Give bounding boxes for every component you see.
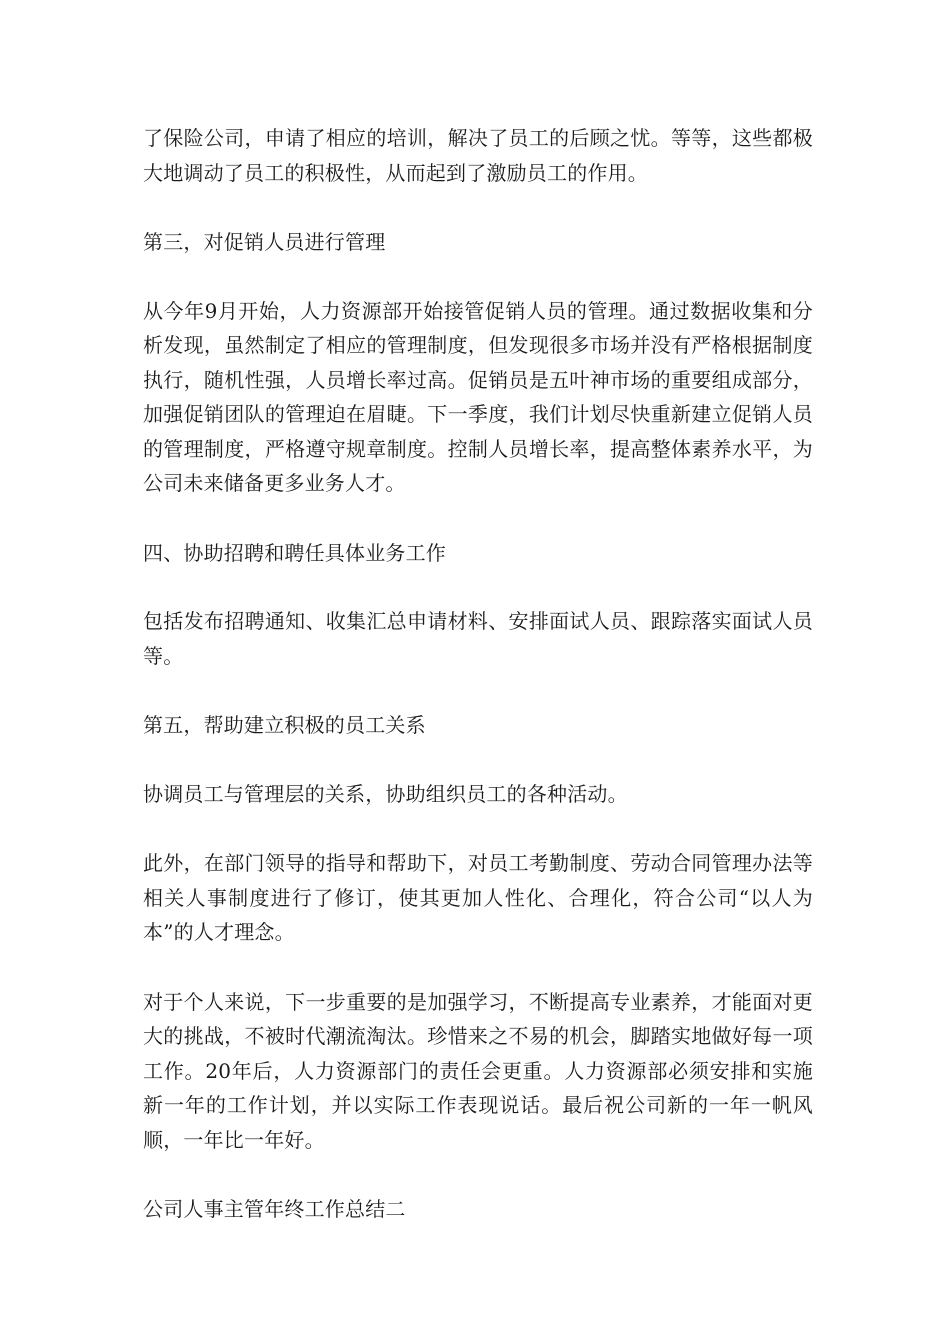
document-body	[143, 121, 813, 1261]
section-heading-summary-two: 公司人事主管年终工作总结二	[143, 1197, 406, 1221]
section-heading-promoter-management: 第三，对促销人员进行管理	[143, 230, 386, 254]
paragraph-personal-outlook: 对于个人来说，下一步重要的是加强学习，不断提高专业素养，才能面对更大的挑战，不被时代潮流淘汰。珍惜来之不易的机会，脚踏实地做好每一项工作。20年后，人力资源部门的责任会更重。人力资源部必须安排和实施新一年的工作计划，并以实际工作表现说话。最后祝公司新的一年一帆风顺，一年比一年好。	[143, 989, 813, 1152]
section-heading-recruitment: 四、协助招聘和聘任具体业务工作	[143, 540, 446, 565]
paragraph-employee-relations: 协调员工与管理层的关系，协助组织员工的各种活动。	[143, 781, 628, 806]
paragraph-policy-revision: 此外，在部门领导的指导和帮助下，对员工考勤制度、劳动合同管理办法等相关人事制度进行了修订，使其更加人性化、合理化，符合公司“以人为本”的人才理念。	[143, 851, 813, 944]
section-heading-employee-relations: 第五，帮助建立积极的员工关系	[143, 713, 426, 737]
paragraph-recruitment: 包括发布招聘通知、收集汇总申请材料、安排面试人员、跟踪落实面试人员等。	[143, 609, 813, 668]
paragraph-promoter-management: 从今年9月开始，人力资源部开始接管促销人员的管理。通过数据收集和分析发现，虽然制定了相应的管理制度，但发现很多市场并没有严格根据制度执行，随机性强，人员增长率过高。促销员是五叶神市场的重要组成部分，加强促销团队的管理迫在眉睫。下一季度，我们计划尽快重新建立促销人员的管理制度，严格遵守规章制度。控制人员增长率，提高整体素养水平，为公司未来储备更多业务人才。	[143, 298, 813, 495]
paragraph-insurance-training: 了保险公司，申请了相应的培训，解决了员工的后顾之忧。等等，这些都极大地调动了员工的积极性，从而起到了激励员工的作用。	[143, 126, 813, 185]
